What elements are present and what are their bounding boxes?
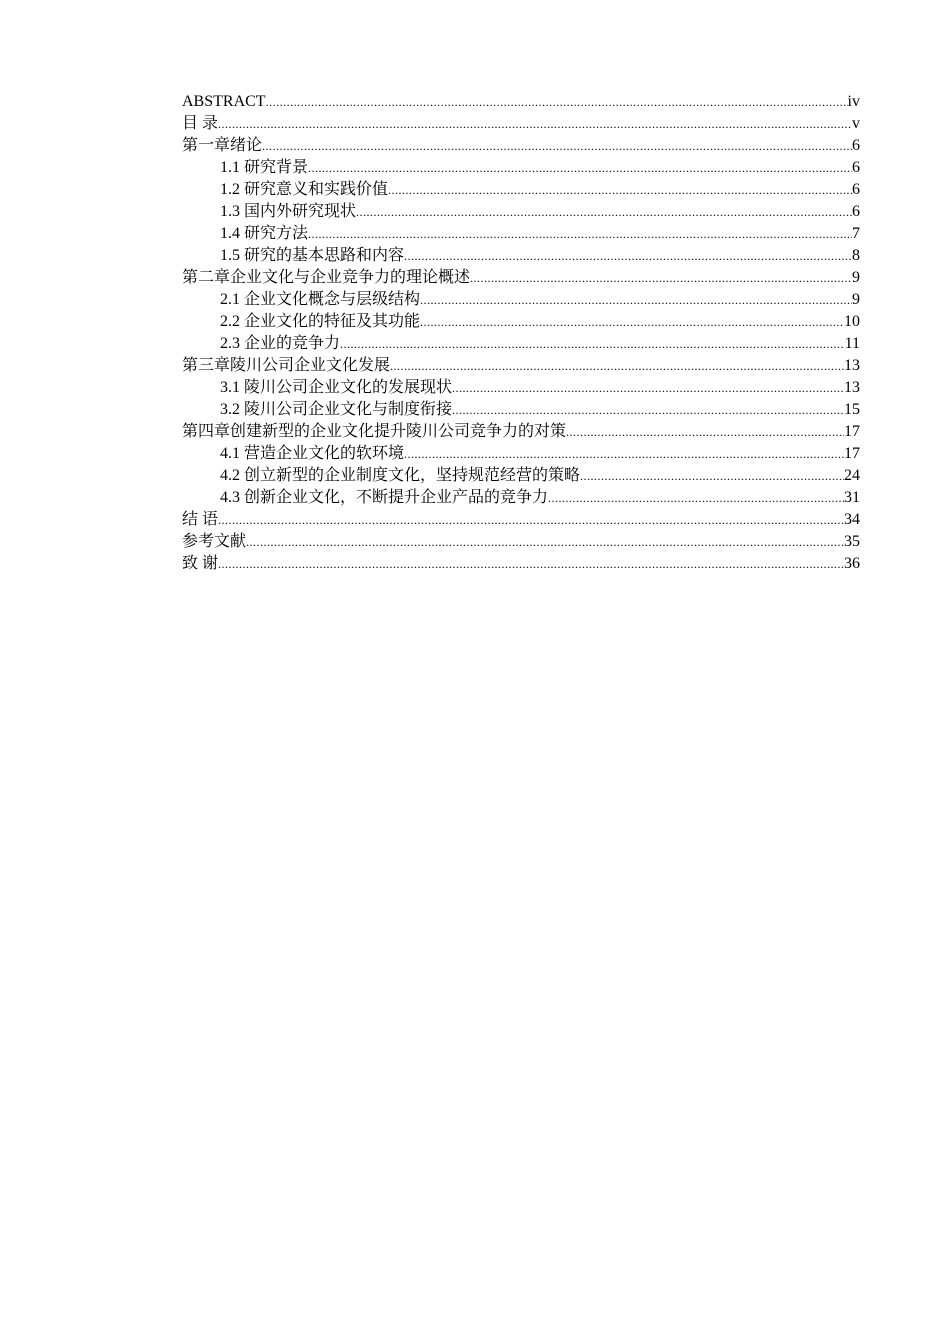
toc-entry-title: 致 谢 (182, 555, 219, 572)
toc-entry[interactable] (182, 245, 860, 267)
toc-entry[interactable] (182, 201, 860, 223)
toc-entry[interactable] (182, 179, 860, 201)
toc-entry-title: 1.1 研究背景 (220, 159, 309, 176)
toc-page-number: 6 (852, 159, 860, 176)
toc-dot-leader (246, 531, 844, 553)
toc-dot-leader (580, 465, 844, 487)
toc-page-number: 6 (852, 181, 860, 198)
toc-entry[interactable] (182, 289, 860, 311)
toc-dot-leader (470, 267, 852, 289)
toc-page-number: 11 (844, 335, 860, 352)
toc-page-number: 34 (844, 511, 860, 528)
toc-entry[interactable] (182, 377, 860, 399)
toc-entry[interactable] (182, 113, 860, 135)
toc-dot-leader (266, 91, 848, 113)
toc-page-number: 13 (844, 357, 860, 374)
toc-dot-leader (356, 201, 852, 223)
toc-entry[interactable] (182, 333, 860, 355)
toc-entry[interactable] (182, 223, 860, 245)
toc-page-number: 8 (852, 247, 860, 264)
toc-page-number: 9 (852, 269, 860, 286)
toc-entry-title: 结 语 (182, 511, 219, 528)
toc-entry[interactable] (182, 355, 860, 377)
toc-dot-leader (262, 135, 852, 157)
toc-page-number: 13 (844, 379, 860, 396)
toc-dot-leader (308, 223, 852, 245)
toc-dot-leader (340, 333, 845, 355)
toc-entry[interactable] (182, 91, 860, 113)
toc-dot-leader (566, 421, 844, 443)
toc-entry[interactable] (182, 509, 860, 531)
toc-entry[interactable] (182, 443, 860, 465)
toc-page-number: 36 (844, 555, 860, 572)
toc-entry-title: 1.4 研究方法 (220, 225, 309, 242)
toc-page-number: iv (847, 93, 860, 110)
toc-dot-leader (388, 179, 852, 201)
toc-page-number: 6 (852, 137, 860, 154)
toc-entry[interactable] (182, 553, 860, 575)
toc-entry-title: 2.2 企业文化的特征及其功能 (220, 313, 421, 330)
toc-entry-title: 第三章陵川公司企业文化发展 (182, 357, 391, 374)
toc-entry[interactable] (182, 465, 860, 487)
toc-entry[interactable] (182, 421, 860, 443)
toc-page-number: 7 (852, 225, 860, 242)
toc-entry-title: 1.5 研究的基本思路和内容 (220, 247, 405, 264)
toc-page-number: 15 (844, 401, 860, 418)
toc-dot-leader (548, 487, 844, 509)
toc-entry[interactable] (182, 531, 860, 553)
toc-entry[interactable] (182, 311, 860, 333)
toc-dot-leader (404, 443, 844, 465)
toc-entry-title: 1.2 研究意义和实践价值 (220, 181, 389, 198)
toc-entry[interactable] (182, 399, 860, 421)
toc-page-number: v (852, 115, 860, 132)
toc-entry-title: 第二章企业文化与企业竞争力的理论概述 (182, 269, 471, 286)
toc-dot-leader (390, 355, 844, 377)
toc-page-number: 31 (844, 489, 860, 506)
toc-dot-leader (218, 113, 852, 135)
toc-page-number: 35 (844, 533, 860, 550)
toc-page-number: 6 (852, 203, 860, 220)
toc-entry-title: 2.1 企业文化概念与层级结构 (220, 291, 421, 308)
toc-page-number: 17 (844, 445, 860, 462)
toc-entry-title: 4.3 创新企业文化，不断提升企业产品的竞争力 (220, 489, 549, 506)
toc-entry-title: 第四章创建新型的企业文化提升陵川公司竞争力的对策 (182, 423, 567, 440)
toc-entry-title: 4.2 创立新型的企业制度文化，坚持规范经营的策略 (220, 467, 581, 484)
toc-entry-title: 1.3 国内外研究现状 (220, 203, 357, 220)
toc-page-number: 10 (844, 313, 860, 330)
toc-entry-title: 4.1 营造企业文化的软环境 (220, 445, 405, 462)
toc-entry[interactable] (182, 157, 860, 179)
toc-entry-title: 3.1 陵川公司企业文化的发展现状 (220, 379, 453, 396)
toc-page-number: 9 (852, 291, 860, 308)
toc-dot-leader (452, 377, 844, 399)
toc-dot-leader (218, 509, 844, 531)
toc-entry[interactable] (182, 267, 860, 289)
toc-dot-leader (452, 399, 844, 421)
table-of-contents (182, 91, 860, 575)
toc-entry-title: ABSTRACT (182, 93, 266, 110)
toc-entry[interactable] (182, 487, 860, 509)
toc-dot-leader (420, 311, 844, 333)
toc-dot-leader (404, 245, 852, 267)
toc-entry-title: 2.3 企业的竞争力 (220, 335, 341, 352)
toc-entry-title: 目 录 (182, 115, 219, 132)
toc-dot-leader (420, 289, 852, 311)
toc-entry-title: 参考文献 (182, 533, 247, 550)
toc-entry-title: 第一章绪论 (182, 137, 263, 154)
toc-entry[interactable] (182, 135, 860, 157)
toc-dot-leader (308, 157, 852, 179)
toc-page-number: 17 (844, 423, 860, 440)
toc-page-number: 24 (844, 467, 860, 484)
toc-entry-title: 3.2 陵川公司企业文化与制度衔接 (220, 401, 453, 418)
toc-dot-leader (218, 553, 844, 575)
